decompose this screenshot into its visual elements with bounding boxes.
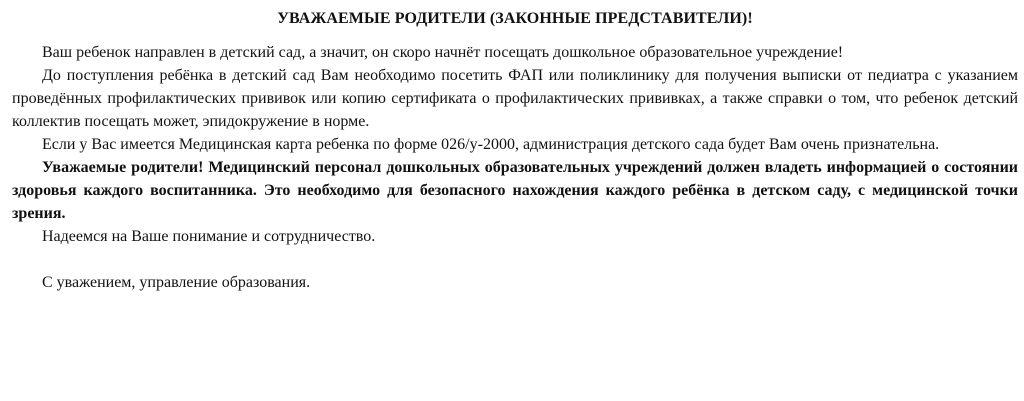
- closing-signature: С уважением, управление образования.: [42, 274, 311, 291]
- paragraph-understanding: Надеемся на Ваше понимание и сотрудничество.: [42, 228, 376, 245]
- paragraph-intro: Ваш ребенок направлен в детский сад, а значит, он скоро начнёт посещать дошкольное образовательное учреждение!: [42, 44, 844, 61]
- paragraph-medical-requirements: До поступления ребёнка в детский сад Вам необходимо посетить ФАП или поликлинику для получения выписки от педиатра с указанием проведённых профилактических прививок или копию сертификата о профилактических прививках, а также справки о том, что ребенок детский коллектив посещать может, эпидокружение в норме.: [12, 67, 1018, 130]
- paragraph-important-notice: Уважаемые родители! Медицинский персонал дошкольных образовательных учреждений должен владеть информацией о состоянии здоровья каждого воспитанника. Это необходимо для безопасного нахождения каждого ребёнка в детском саду, с медицинской точки зрения.: [12, 159, 1018, 222]
- paragraph-medical-card: Если у Вас имеется Медицинская карта ребенка по форме 026/у-2000, администрация детского сада будет Вам очень признательна.: [42, 136, 940, 153]
- spacer: [12, 248, 1018, 271]
- document-title: УВАЖАЕМЫЕ РОДИТЕЛИ (ЗАКОННЫЕ ПРЕДСТАВИТЕЛИ)!: [277, 10, 753, 27]
- document-page: [12, 8, 1018, 294]
